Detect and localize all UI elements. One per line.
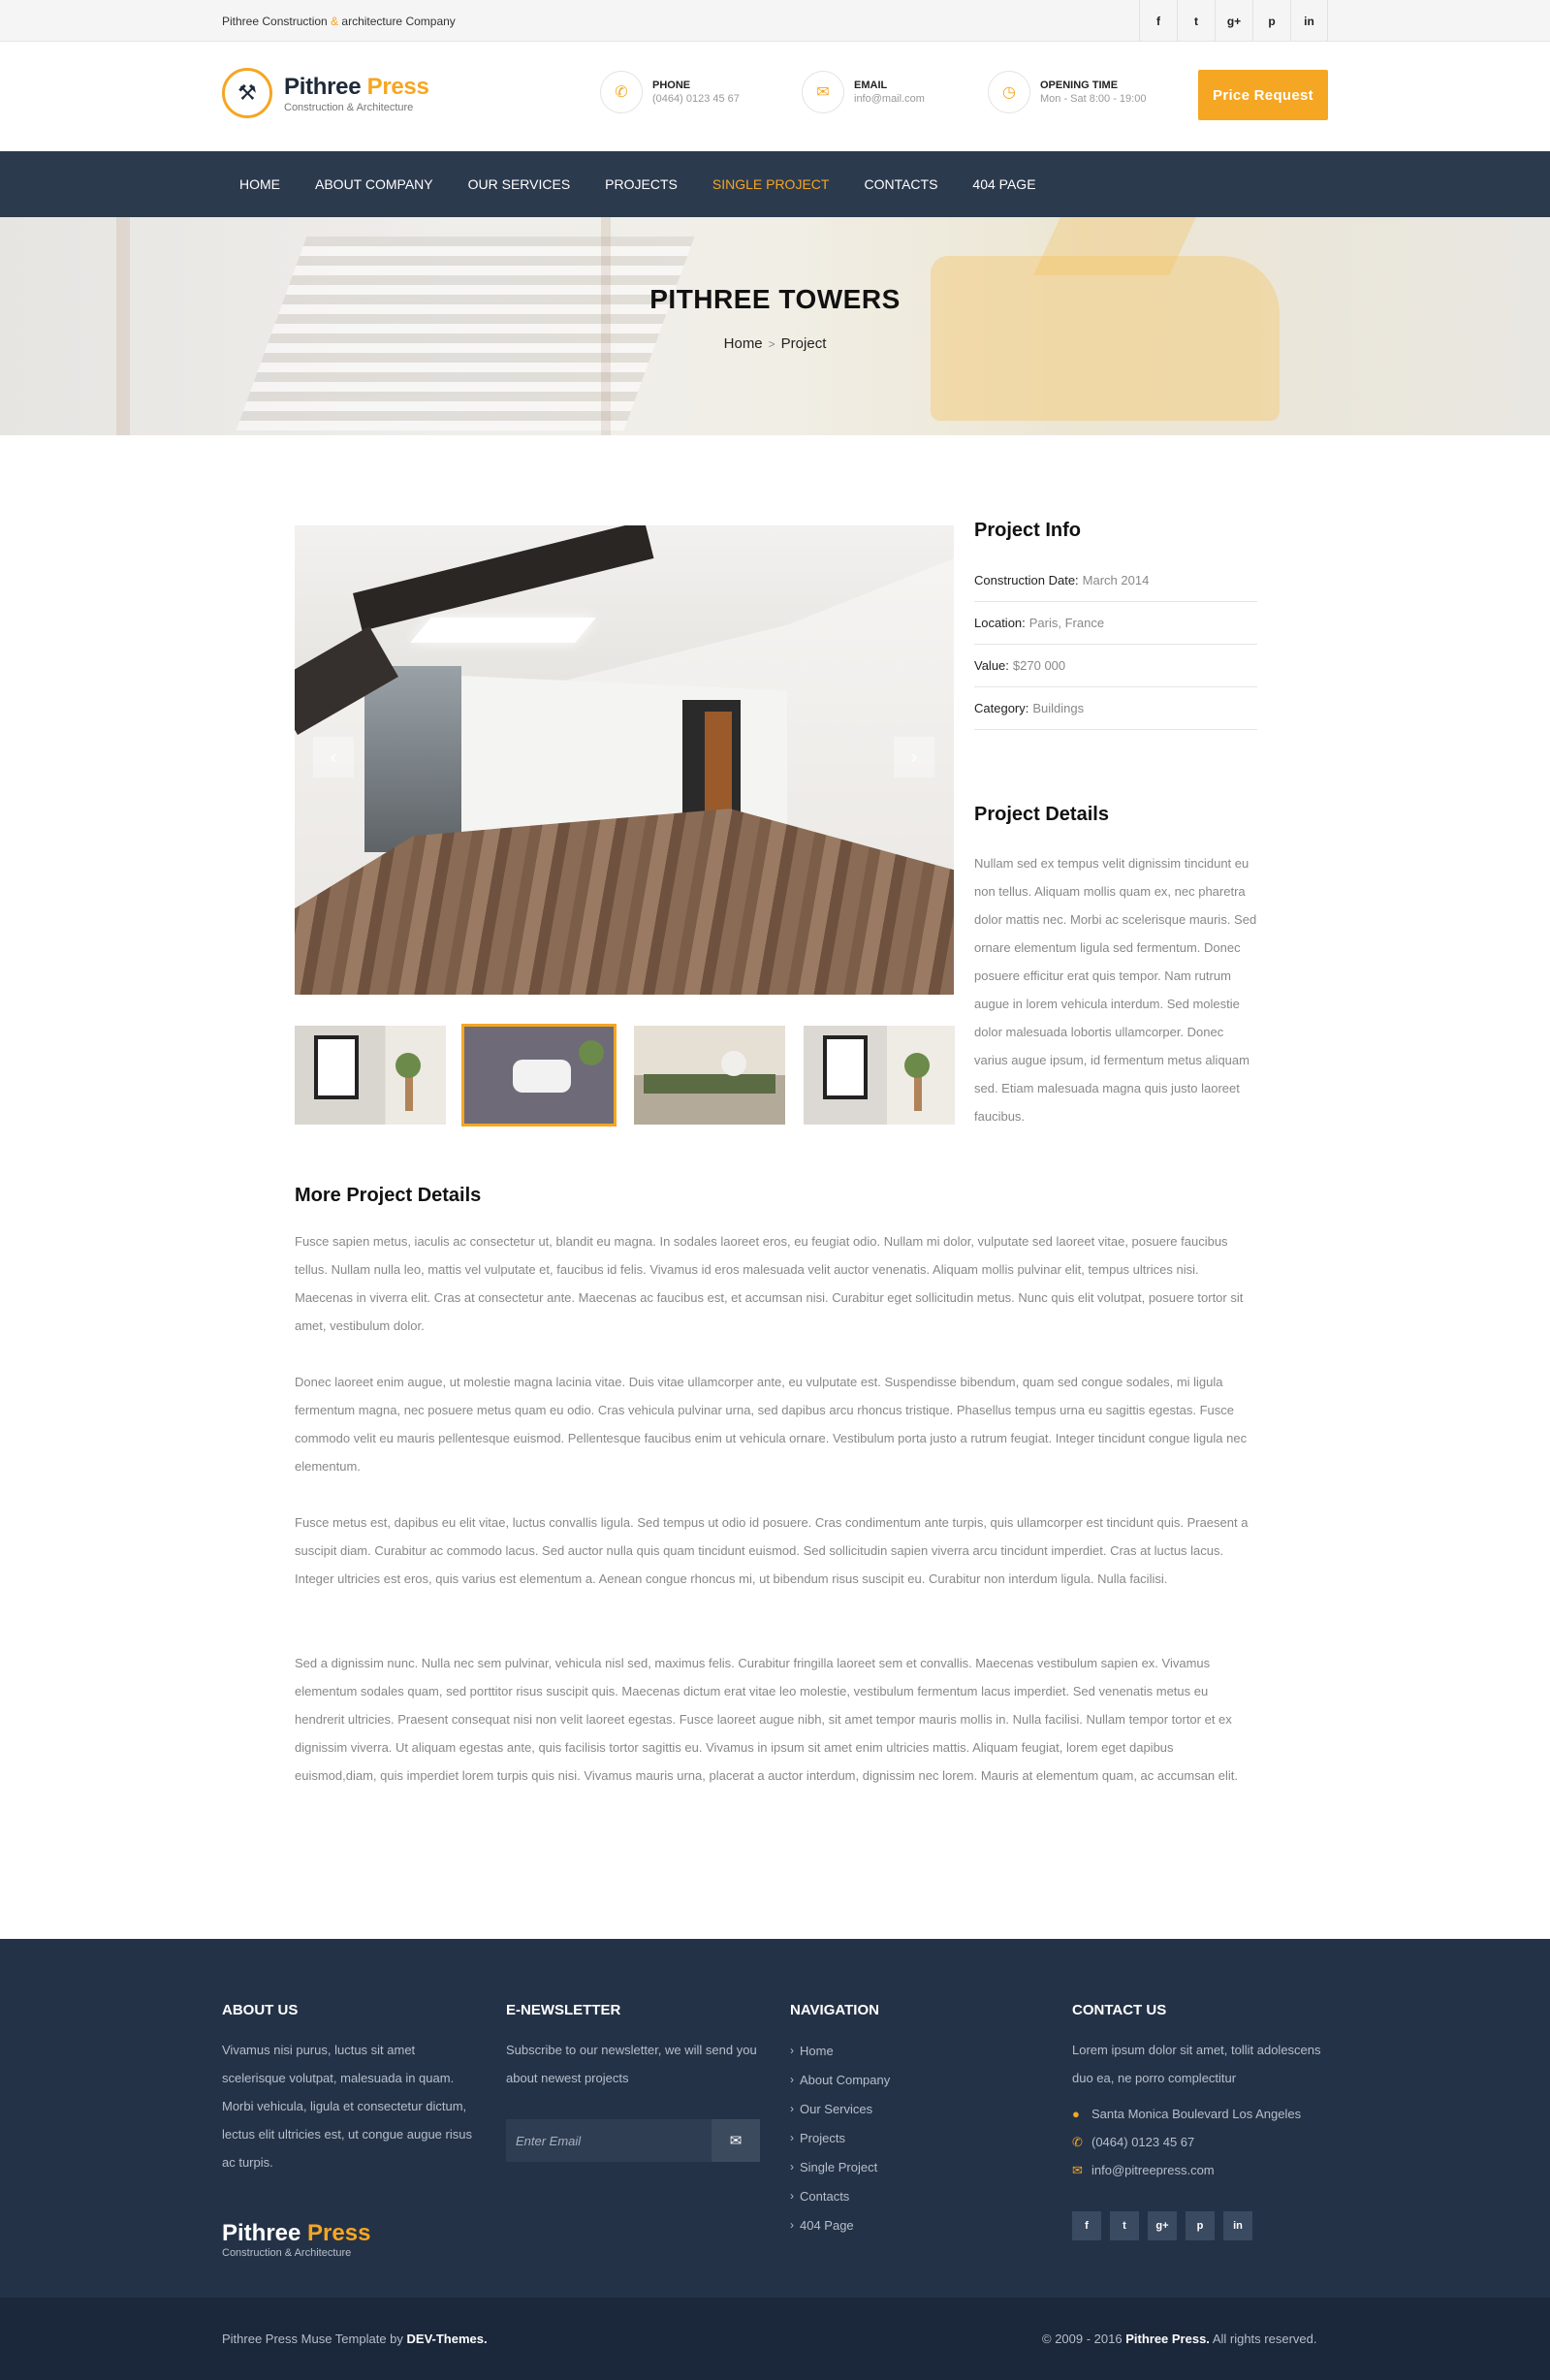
- category-link[interactable]: Buildings: [1032, 701, 1085, 715]
- footer-link-about-company[interactable]: [790, 2065, 984, 2094]
- envelope-icon: ✉: [1072, 2162, 1083, 2177]
- footer-about-title: ABOUT US: [222, 2002, 299, 2018]
- footer-link-label: 404 Page: [800, 2217, 854, 2233]
- breadcrumb-home[interactable]: Home: [723, 335, 763, 352]
- thumb-plant: [579, 1040, 604, 1065]
- nav-home[interactable]: HOME: [239, 176, 280, 192]
- footer-phone-text: (0464) 0123 45 67: [1091, 2135, 1195, 2149]
- info-row-date: [974, 559, 1257, 602]
- breadcrumb: [0, 335, 1550, 352]
- footer-logo-subtitle: Construction & Architecture: [222, 2247, 352, 2259]
- footer-logo-name-accent: Press: [307, 2220, 371, 2246]
- slider-prev-button[interactable]: ‹: [313, 737, 354, 777]
- nav-single-project[interactable]: SINGLE PROJECT: [712, 176, 830, 192]
- chevron-right-icon: ›: [790, 2160, 794, 2174]
- nav-our-services[interactable]: OUR SERVICES: [467, 176, 571, 192]
- twitter-icon[interactable]: t: [1110, 2211, 1139, 2240]
- linkedin-icon[interactable]: in: [1223, 2211, 1252, 2240]
- thumb-plant: [395, 1053, 421, 1078]
- more-details-paragraph: Fusce sapien metus, iaculis ac consectetur ut, blandit eu magna. In sodales laoreet eros, eu feugiat odio. Nullam mi dolor, vulputate sed laoreet vitae, posuere faucibus tellus. Nullam nulla leo, mattis vel vulputate et, faucibus id felis. Vivamus id eros malesuada velit auctor venenatis. Aliquam mollis pulvinar elit, tempus ultrices nisi. Maecenas in viverra elit. Cras at consectetur ante. Maecenas ac faucibus est, et accumsan nisi. Curabitur eget sollicitudin metus. Nunc quis elit volutpat, posuere tortor sit amet, vestibulum dolor.: [295, 1234, 1244, 1333]
- page-hero: [0, 217, 1550, 435]
- thumb-sofa: [644, 1074, 775, 1094]
- info-key: Category:: [974, 701, 1029, 715]
- price-request-button[interactable]: Price Request: [1198, 70, 1328, 120]
- footer-contact-title: CONTACT US: [1072, 2002, 1167, 2018]
- footer-link-single-project[interactable]: [790, 2152, 984, 2181]
- hero-background-stairs: [237, 237, 695, 430]
- thumb-frame: [823, 1035, 868, 1099]
- image-kitchen-opening: [364, 666, 461, 852]
- footer-link-label: Our Services: [800, 2101, 873, 2116]
- thumb-plant: [904, 1053, 930, 1078]
- nav-about-company[interactable]: ABOUT COMPANY: [315, 176, 433, 192]
- chevron-right-icon: ›: [790, 2189, 794, 2203]
- info-value: $270 000: [1012, 658, 1066, 673]
- logo[interactable]: [284, 74, 429, 113]
- info-key: Location:: [974, 616, 1026, 630]
- footer-copyright: [1042, 2332, 1316, 2346]
- facebook-icon[interactable]: f: [1072, 2211, 1101, 2240]
- envelope-icon: ✉: [729, 2133, 743, 2149]
- logo-name-main: Pithree: [284, 74, 362, 100]
- thumb-stool: [405, 1076, 413, 1111]
- project-sidebar: [974, 520, 1257, 1124]
- footer-about-text: Vivamus nisi purus, luctus sit amet scelerisque volutpat, malesuada in quam. Morbi vehicula, ligula et consectetur dictum, lectus elit ultricies est, ut congue augue risus ac turpis.: [222, 2043, 472, 2170]
- footer-contact: [1072, 2002, 1328, 2240]
- pinterest-icon[interactable]: p: [1186, 2211, 1215, 2240]
- map-pin-icon: ●: [1072, 2107, 1080, 2121]
- tagline-amp: &: [331, 15, 339, 28]
- hero-background-beam: [116, 217, 130, 435]
- tagline-text-2: architecture Company: [338, 15, 456, 28]
- footer-link-projects[interactable]: [790, 2123, 984, 2152]
- footer-newsletter-title: E-NEWSLETTER: [506, 2002, 621, 2018]
- info-row-category: [974, 687, 1257, 730]
- twitter-icon[interactable]: t: [1177, 0, 1215, 42]
- footer-newsletter: [506, 2002, 760, 2162]
- page-title: PITHREE TOWERS: [649, 284, 901, 314]
- hours-label: OPENING TIME: [1040, 79, 1119, 91]
- thumb-stool: [914, 1076, 922, 1111]
- footer-link-home[interactable]: [790, 2036, 984, 2065]
- info-value: March 2014: [1082, 573, 1150, 587]
- newsletter-email-input[interactable]: [506, 2119, 712, 2162]
- envelope-icon: ✉: [802, 71, 844, 113]
- more-details-paragraph: Donec laoreet enim augue, ut molestie magna lacinia vitae. Duis vitae ullamcorper ante, eu vulputate est. Suspendisse bibendum, quam sed congue sodales, mi ligula fermentum magna, nec posuere metus quam eu odio. Cras vehicula pulvinar urna, sed dapibus arcu rhoncus tristique. Phasellus tempus urna eu sagittis egestas. Fusce commodo velit eu mauris pellentesque euismod. Pellentesque faucibus enim ut vehicula ornare. Vestibulum porta justo a rutrum feugiat. Integer tincidunt congue ligula nec elementum.: [295, 1375, 1248, 1474]
- footer-logo-name-main: Pithree: [222, 2220, 301, 2246]
- image-skylight: [410, 618, 596, 643]
- footer-address: [1072, 2100, 1328, 2128]
- logo-tools-icon[interactable]: ⚒: [222, 68, 272, 118]
- project-info-list: [974, 559, 1257, 730]
- phone-value: (0464) 0123 45 67: [652, 93, 740, 105]
- more-details-paragraph: Fusce metus est, dapibus eu elit vitae, luctus convallis ligula. Sed tempus ut odio id posuere. Cras condimentum ante turpis, quis ullamcorper est tincidunt quis. Praesent a suscipit diam. Curabitur ac commodo lacus. Sed auctor nulla quis quam tincidunt euismod. Sed sollicitudin sapien viverra arcu tincidunt imperdiet. Cras at luctus lacus. Integer ultricies est eros, quis varius est elementum a. Aenean congue rhoncus mi, ut bibendum risus suscipit eu. Curabitur non interdum ligula. Nulla facilisi.: [295, 1515, 1249, 1586]
- google-plus-icon[interactable]: g+: [1148, 2211, 1177, 2240]
- email-value: info@mail.com: [854, 93, 925, 105]
- pinterest-icon[interactable]: p: [1252, 0, 1290, 42]
- nav-projects[interactable]: PROJECTS: [605, 176, 678, 192]
- google-plus-icon[interactable]: g+: [1215, 0, 1252, 42]
- thumb-frame: [314, 1035, 359, 1099]
- nav-404-page[interactable]: 404 PAGE: [972, 176, 1036, 192]
- social-links-top: [1139, 0, 1328, 42]
- footer-link-label: Projects: [800, 2130, 845, 2145]
- footer-logo-name: [222, 2220, 370, 2247]
- gallery-thumbnail-1[interactable]: [295, 1026, 446, 1125]
- footer-link-404-page[interactable]: [790, 2210, 984, 2239]
- breadcrumb-current: Project: [780, 335, 827, 352]
- footer-phone: [1072, 2128, 1328, 2156]
- clock-icon: ◷: [988, 71, 1030, 113]
- gallery-thumbnail-4[interactable]: [804, 1026, 955, 1125]
- project-info-title: Project Info: [974, 520, 1082, 541]
- footer-about: [222, 2002, 476, 2176]
- tagline-text: Pithree Construction: [222, 15, 332, 28]
- copyright-text: © 2009 - 2016: [1042, 2332, 1126, 2346]
- info-value: Paris, France: [1028, 616, 1105, 630]
- footer-link-contacts[interactable]: [790, 2181, 984, 2210]
- tagline: [222, 15, 456, 28]
- footer-bottom-bar: [0, 2298, 1550, 2380]
- breadcrumb-separator: >: [768, 337, 775, 351]
- nav-contacts[interactable]: CONTACTS: [864, 176, 938, 192]
- main-nav: [0, 151, 1550, 217]
- info-key: Value:: [974, 658, 1009, 673]
- credit-text: Pithree Press Muse Template by: [222, 2332, 407, 2346]
- linkedin-icon[interactable]: in: [1290, 0, 1328, 42]
- footer-link-label: Home: [800, 2043, 834, 2058]
- project-details-title: Project Details: [974, 804, 1109, 825]
- credit-brand-link[interactable]: DEV-Themes.: [406, 2332, 488, 2346]
- copyright-suffix: All rights reserved.: [1209, 2332, 1317, 2346]
- gallery-thumbnail-3[interactable]: [634, 1026, 785, 1125]
- phone-icon: ✆: [1072, 2134, 1083, 2149]
- more-details-title: More Project Details: [295, 1185, 482, 1206]
- thumb-flowers: [721, 1051, 746, 1076]
- footer-link-our-services[interactable]: [790, 2094, 984, 2123]
- footer-address-text: Santa Monica Boulevard Los Angeles: [1091, 2107, 1302, 2121]
- footer-contact-text: Lorem ipsum dolor sit amet, tollit adolescens duo ea, ne porro complectitur: [1072, 2043, 1321, 2085]
- footer-logo[interactable]: [222, 2220, 370, 2259]
- project-main-image: [295, 525, 954, 995]
- newsletter-submit-button[interactable]: [712, 2119, 760, 2162]
- footer-link-label: Single Project: [800, 2159, 878, 2174]
- logo-name: [284, 74, 429, 101]
- hero-background-beam: [601, 217, 611, 435]
- phone-label: PHONE: [652, 79, 691, 91]
- thumb-chair: [513, 1060, 571, 1093]
- chevron-right-icon: ›: [790, 2073, 794, 2086]
- gallery-thumbnail-2[interactable]: [461, 1024, 617, 1127]
- footer-email-text: info@pitreepress.com: [1091, 2163, 1215, 2177]
- footer-nav-links: [790, 2036, 984, 2239]
- chevron-right-icon: ›: [790, 2218, 794, 2232]
- copyright-brand: Pithree Press.: [1125, 2332, 1210, 2346]
- chevron-right-icon: ›: [790, 2102, 794, 2115]
- footer-link-label: About Company: [800, 2072, 891, 2087]
- hours-info: [988, 71, 1146, 113]
- chevron-right-icon: ›: [790, 2044, 794, 2057]
- phone-icon: ✆: [600, 71, 643, 113]
- hours-value: Mon - Sat 8:00 - 19:00: [1040, 93, 1147, 105]
- top-bar: [0, 0, 1550, 42]
- info-row-value: [974, 645, 1257, 687]
- site-header: [0, 42, 1550, 151]
- newsletter-form: [506, 2119, 760, 2162]
- footer-newsletter-text: Subscribe to our newsletter, we will send you about newest projects: [506, 2043, 757, 2085]
- facebook-icon[interactable]: f: [1139, 0, 1177, 42]
- slider-next-button[interactable]: ›: [894, 737, 934, 777]
- project-details-text: Nullam sed ex tempus velit dignissim tincidunt eu non tellus. Aliquam mollis quam ex, nec pharetra dolor mattis nec. Morbi ac scelerisque mauris. Sed ornare elementum ligula sed fermentum. Donec posuere efficitur erat quis tempor. Nam rutrum augue in lorem vehicula interdum. Sed molestie dolor malesuada lobortis ullamcorper. Donec varius augue ipsum, id fermentum metus aliquam sed. Etiam malesuada magna quis justo laoreet faucibus.: [974, 856, 1257, 1124]
- hero-background-crane-arm: [1033, 217, 1196, 275]
- footer-credit: [222, 2332, 488, 2346]
- info-key: Construction Date:: [974, 573, 1079, 587]
- email-label: EMAIL: [854, 79, 888, 91]
- footer-email[interactable]: [1072, 2156, 1328, 2184]
- footer-navigation: [790, 2002, 984, 2239]
- more-details-paragraph: Sed a dignissim nunc. Nulla nec sem pulvinar, vehicula nisl sed, maximus felis. Curabitur fringilla laoreet sem et convallis. Maecenas vestibulum sapien ex. Vivamus elementum sodales quam, sed porttitor risus suscipit quis. Maecenas dictum erat vitae leo molestie, vestibulum fermentum lacus imperdiet. Sed venenatis metus eu hendrerit ultricies. Praesent consequat nisi non velit laoreet egestas. Fusce laoreet augue nibh, sit amet tempor mauris mollis in. Nulla facilisi. Nullam tempor tortor et ex dignissim viverra. Ut aliquam egestas ante, quis facilisis tortor sagittis eu. Vivamus in ipsum sit amet enim ultricies mattis. Aliquam feugiat, lorem eget dapibus euismod,diam, quis imperdiet lorem turpis quis nisi. Vivamus mauris urna, placerat a auctor interdum, dignissim nec lorem. Mauris at elementum quam, ac accumsan elit.: [295, 1656, 1238, 1783]
- footer-social-links: [1072, 2211, 1328, 2240]
- logo-subtitle: Construction & Architecture: [284, 102, 414, 113]
- email-info: [802, 71, 925, 113]
- phone-info: [600, 71, 740, 113]
- info-row-location: [974, 602, 1257, 645]
- logo-name-accent: Press: [366, 74, 429, 100]
- site-footer: [0, 1939, 1550, 2298]
- footer-link-label: Contacts: [800, 2188, 850, 2204]
- chevron-right-icon: ›: [790, 2131, 794, 2144]
- footer-navigation-title: NAVIGATION: [790, 2002, 879, 2018]
